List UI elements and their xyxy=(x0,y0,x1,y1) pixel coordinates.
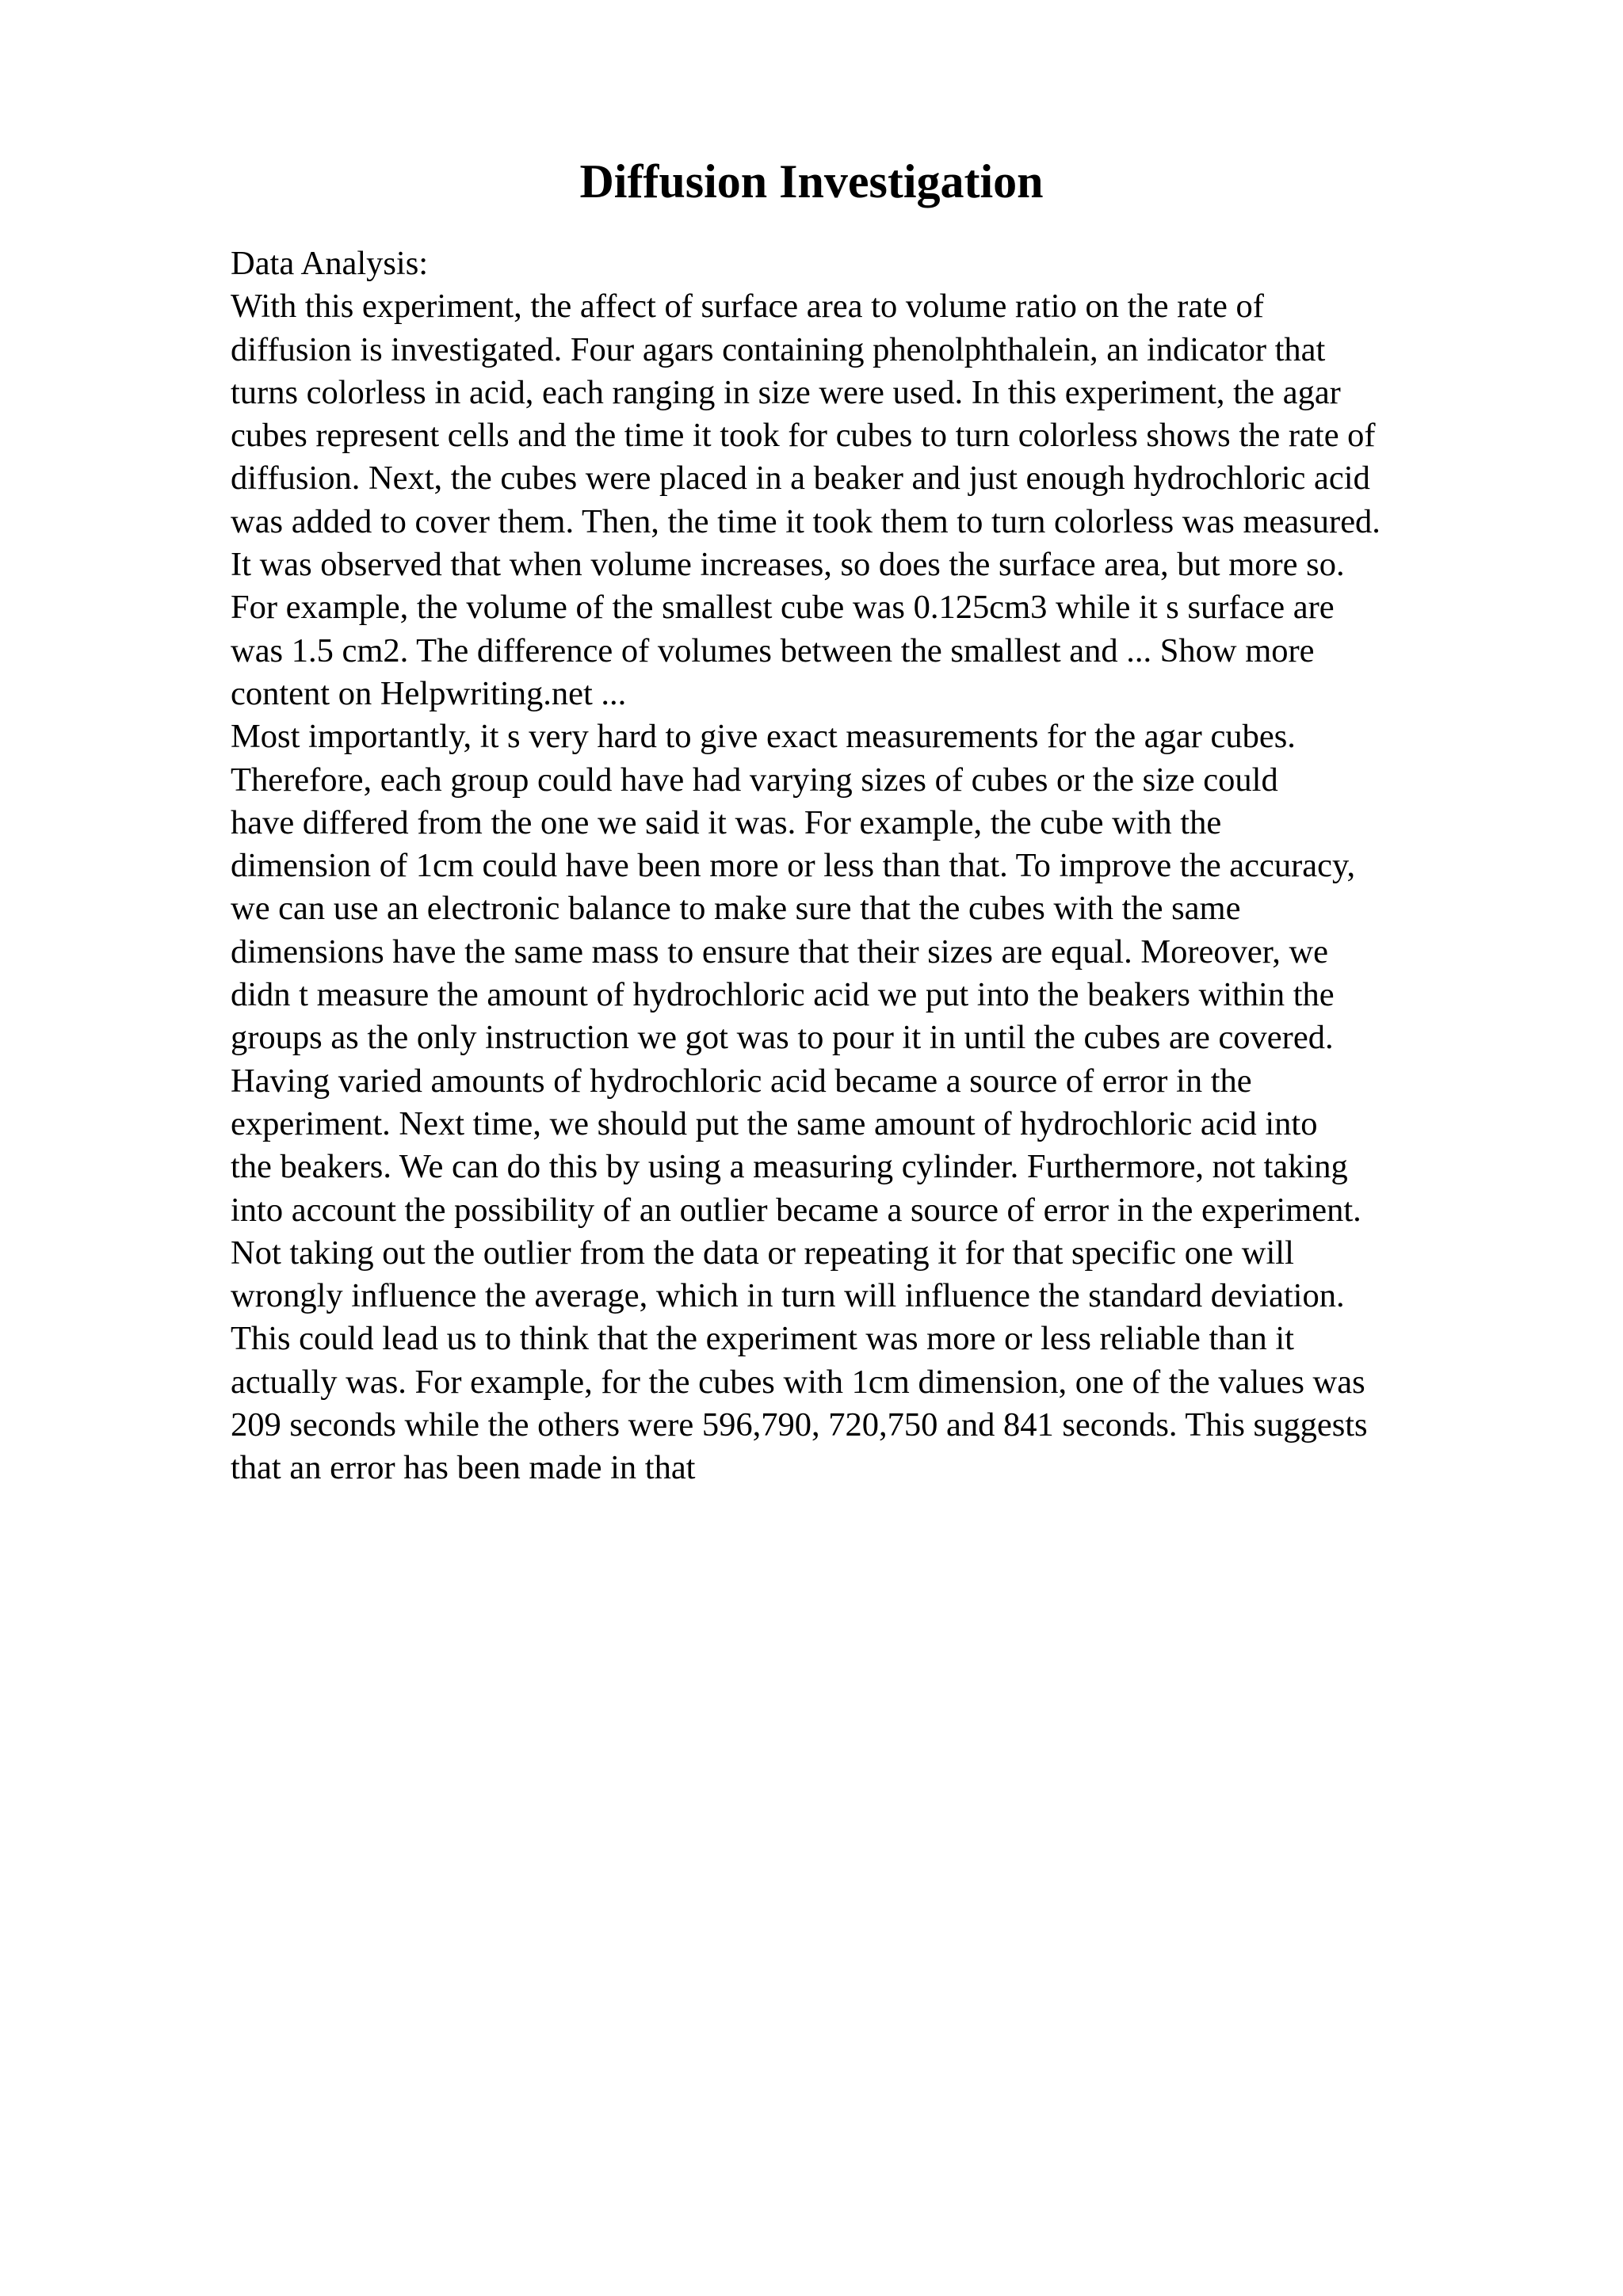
text-line: Having varied amounts of hydrochloric acid became a source of error in the xyxy=(231,1062,1252,1100)
text-line: It was observed that when volume increases, so does the surface area, but more so. xyxy=(231,546,1345,584)
text-line: we can use an electronic balance to make sure that the cubes with the same xyxy=(231,890,1241,928)
text-line: the beakers. We can do this by using a measuring cylinder. Furthermore, not taking xyxy=(231,1148,1348,1186)
text-line: that an error has been made in that xyxy=(231,1449,696,1487)
text-line: This could lead us to think that the experiment was more or less reliable than it xyxy=(231,1320,1294,1358)
text-line: Not taking out the outlier from the data or repeating it for that specific one will xyxy=(231,1234,1294,1272)
text-line: into account the possibility of an outlier became a source of error in the experiment. xyxy=(231,1191,1361,1229)
text-line: was added to cover them. Then, the time it took them to turn colorless was measured. xyxy=(231,502,1381,540)
text-line: didn t measure the amount of hydrochloric acid we put into the beakers within the xyxy=(231,976,1335,1014)
text-line: cubes represent cells and the time it took for cubes to turn colorless shows the rate of xyxy=(231,417,1376,455)
text-line: diffusion is investigated. Four agars containing phenolphthalein, an indicator that xyxy=(231,330,1326,368)
text-line: dimensions have the same mass to ensure that their sizes are equal. Moreover, we xyxy=(231,933,1329,971)
document-title: Diffusion Investigation xyxy=(579,155,1044,208)
document-body xyxy=(231,242,1570,1490)
text-line: Data Analysis: xyxy=(231,245,429,282)
text-line: was 1.5 cm2. The difference of volumes between the smallest and ... Show more xyxy=(231,631,1315,669)
text-line: With this experiment, the affect of surface area to volume ratio on the rate of xyxy=(231,288,1264,326)
text-line: actually was. For example, for the cubes with 1cm dimension, one of the values was xyxy=(231,1363,1365,1401)
text-line: wrongly influence the average, which in turn will influence the standard deviation. xyxy=(231,1277,1345,1315)
text-line: have differed from the one we said it was. For example, the cube with the xyxy=(231,803,1222,841)
text-line: Therefore, each group could have had varying sizes of cubes or the size could xyxy=(231,761,1278,799)
text-line: Most importantly, it s very hard to give exact measurements for the agar cubes. xyxy=(231,718,1296,756)
text-line: For example, the volume of the smallest cube was 0.125cm3 while it s surface are xyxy=(231,589,1335,627)
text-line: dimension of 1cm could have been more or less than that. To improve the accuracy, xyxy=(231,847,1356,885)
text-line: groups as the only instruction we got was to pour it in until the cubes are covered. xyxy=(231,1019,1334,1057)
text-line: turns colorless in acid, each ranging in size were used. In this experiment, the agar xyxy=(231,373,1341,411)
text-line: 209 seconds while the others were 596,790, 720,750 and 841 seconds. This suggests xyxy=(231,1406,1368,1444)
text-line: experiment. Next time, we should put the same amount of hydrochloric acid into xyxy=(231,1104,1318,1142)
text-line: content on Helpwriting.net ... xyxy=(231,674,627,712)
text-line: diffusion. Next, the cubes were placed in a beaker and just enough hydrochloric acid xyxy=(231,460,1370,498)
